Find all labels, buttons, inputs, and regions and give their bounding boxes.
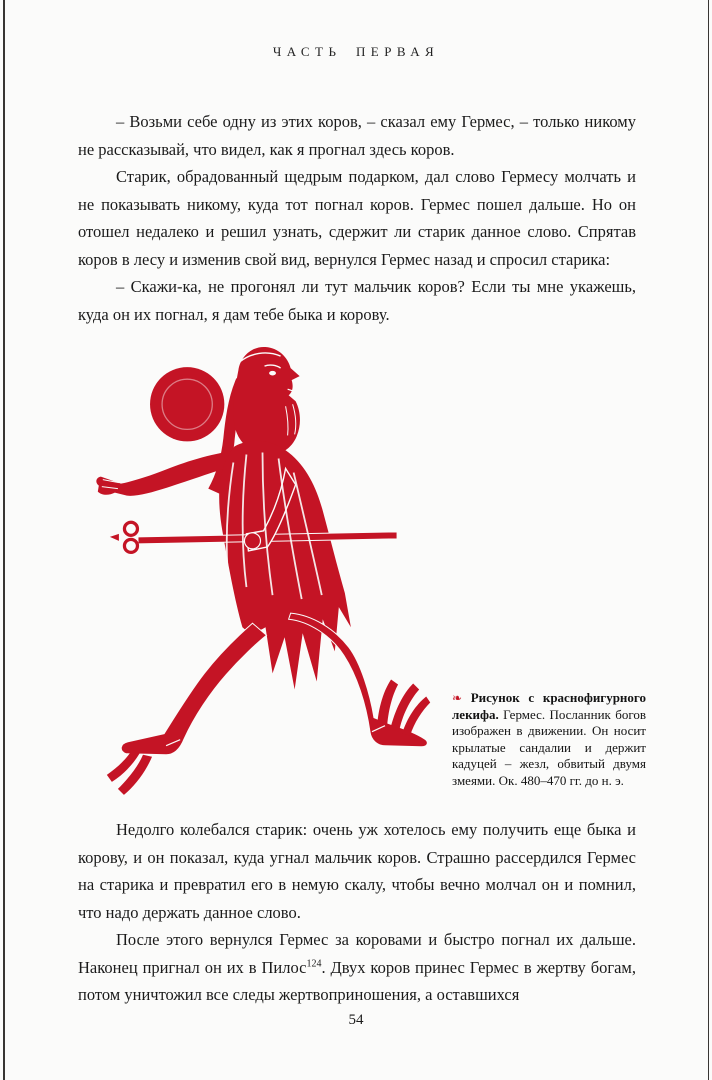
footnote-marker: 124	[306, 958, 322, 969]
page-number: 54	[348, 1012, 364, 1028]
paragraph-5	[78, 926, 636, 1009]
paragraph-5-continuation: . Двух коров принес Гермес в жертву богам, потом уничтожил все следы жертвоприношения, а оставшихся	[78, 957, 636, 1004]
paragraph-3: – Скажи-ка, не прогонял ли тут мальчик коров? Если ты мне укажешь, куда он их погнал, я дам тебе быка и корову.	[78, 277, 636, 324]
hermes-illustration	[86, 340, 436, 810]
figure-caption	[452, 690, 646, 789]
paragraph-2: Старик, обрадованный щедрым подарком, дал слово Гермесу молчать и не показывать никому, куда тот погнал коров. Гермес пошел дальше. Но он отошел недалеко и решил узнать, сдержит ли старик данное слово. Спрятав коров в лесу и изменив свой вид, вернулся Гермес назад и спросил старика:	[78, 167, 636, 269]
hermes-red-figure-image	[86, 340, 436, 810]
body-text-lower	[78, 816, 636, 1009]
paragraph-5-text: После этого вернулся Гермес за коровами и быстро погнал их дальше. Наконец пригнал он их в Пилос	[78, 930, 636, 977]
running-head: ЧАСТЬ ПЕРВАЯ	[272, 44, 440, 59]
body-text-upper	[78, 108, 636, 328]
caption-title: Рисунок с краснофигурного лекифа.	[452, 690, 647, 722]
winged-sandal-back-icon	[107, 750, 152, 795]
winged-sandal-front-icon	[377, 679, 430, 735]
paragraph-1: – Возьми себе одну из этих коров, – сказал ему Гермес, – только никому не рассказывай, что видел, как я прогнал здесь коров.	[78, 112, 636, 159]
caption-body: Гермес. Посланник богов изображен в движении. Он носит крылатые сандалии и держит кадуцей – жезл, обвитый двумя змеями. Ок. 480–470 гг. до н. э.	[452, 706, 646, 788]
page-frame-left	[3, 0, 5, 1080]
petasos-disc-icon	[150, 367, 224, 441]
fleuron-icon: ❧	[452, 691, 463, 705]
page-frame-right	[708, 0, 710, 1080]
paragraph-4: Недолго колебался старик: очень уж хотелось ему получить еще быка и корову, и он показал, куда угнал мальчик коров. Страшно рассердился Гермес на старика и превратил его в немую скалу, чтобы вечно молчал он и помнил, что надо держать данное слово.	[78, 820, 636, 922]
